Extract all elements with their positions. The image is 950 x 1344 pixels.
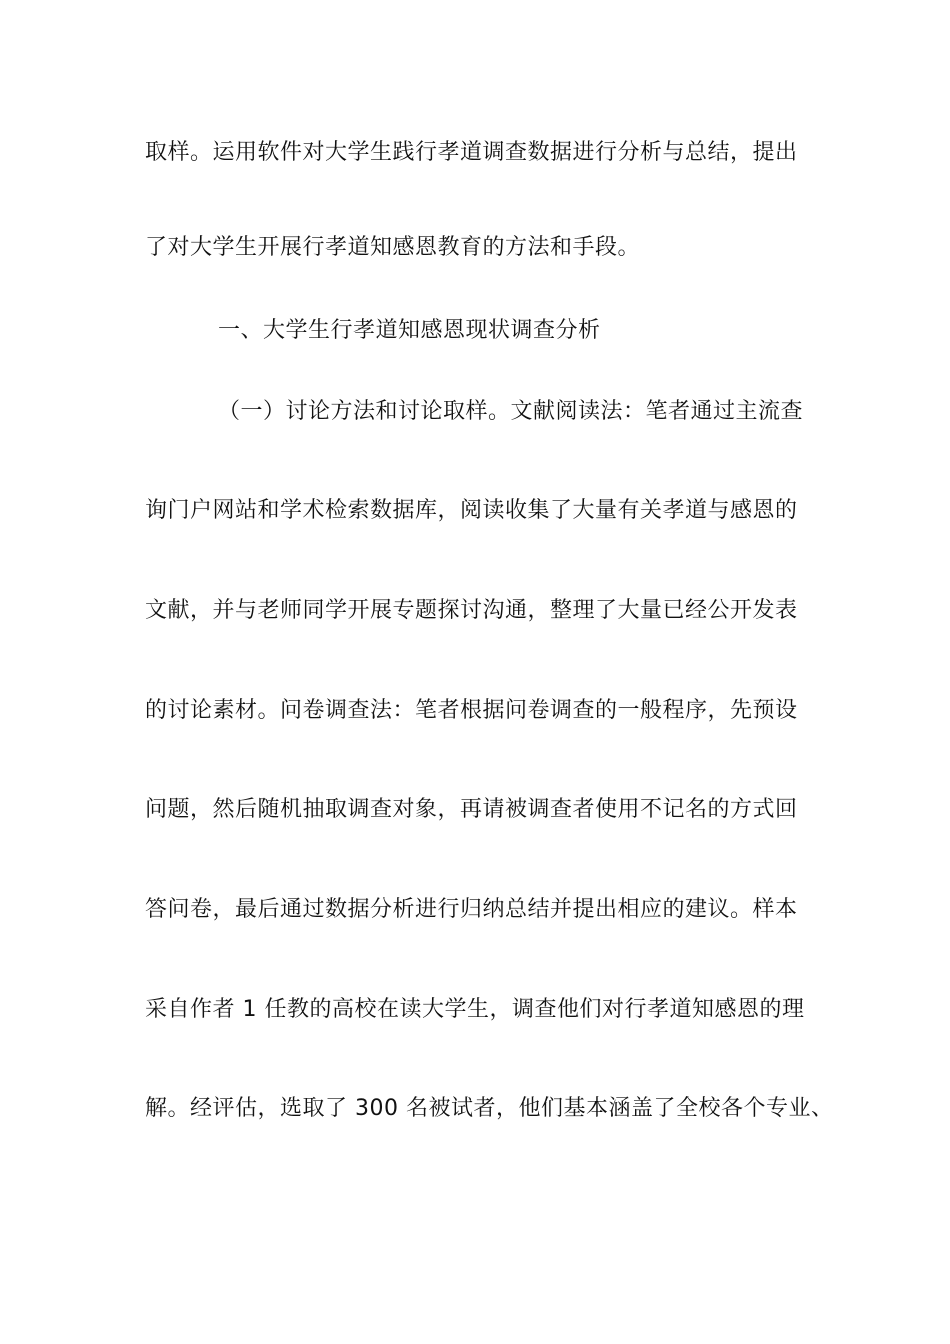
- paragraph-line: 取样。运用软件对大学生践行孝道调查数据进行分析与总结，提出: [145, 140, 798, 165]
- paragraph-line: 答问卷，最后通过数据分析进行归纳总结并提出相应的建议。样本: [145, 897, 798, 922]
- subsection-heading-line: （一）讨论方法和讨论取样。文献阅读法：笔者通过主流查: [218, 399, 804, 424]
- paragraph-line: 的讨论素材。问卷调查法：笔者根据问卷调查的一般程序，先预设: [145, 698, 798, 723]
- paragraph-line: 了对大学生开展行孝道知感恩教育的方法和手段。: [145, 235, 641, 260]
- paragraph-line: 采自作者 1 任教的高校在读大学生，调查他们对行孝道知感恩的理: [145, 997, 805, 1022]
- paragraph-line: 问题，然后随机抽取调查对象，再请被调查者使用不记名的方式回: [145, 797, 798, 822]
- section-heading: 一、大学生行孝道知感恩现状调查分析: [218, 318, 601, 343]
- paragraph-line: 文献，并与老师同学开展专题探讨沟通，整理了大量已经公开发表: [145, 598, 798, 623]
- paragraph-line: 询门户网站和学术检索数据库，阅读收集了大量有关孝道与感恩的: [145, 498, 798, 523]
- paragraph-line: 解。经评估，选取了 300 名被试者，他们基本涵盖了全校各个专业、: [145, 1096, 834, 1121]
